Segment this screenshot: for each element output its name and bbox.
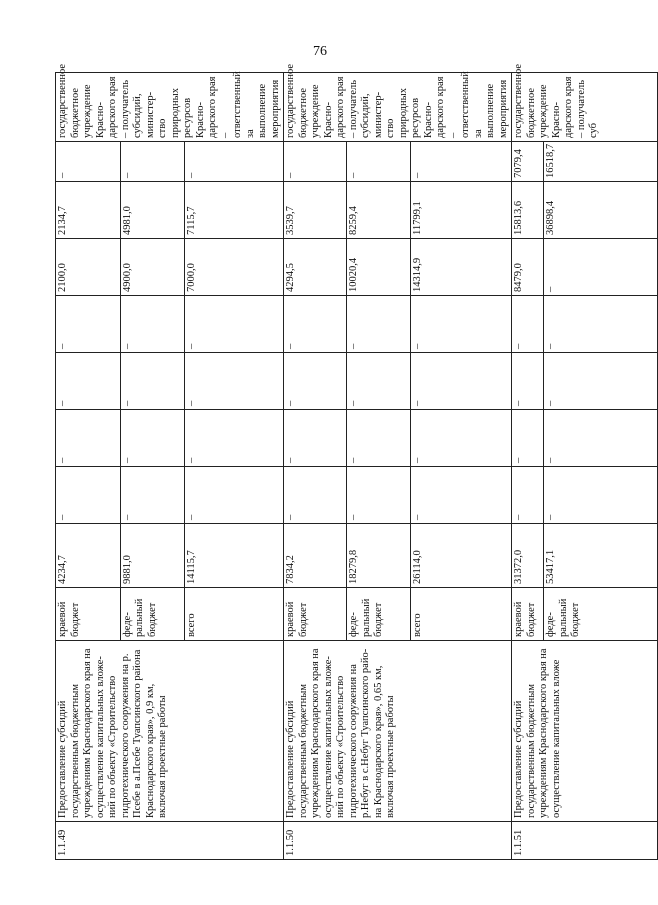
year-value: 7079,4 [512, 142, 544, 182]
responsible-party: государственное бюджетное учреждение Краснодарского края – получатель субсидий, министерство природных ресурсов Краснодарского края – ответственный за выполнение мероприятия [284, 73, 512, 142]
table-row [56, 73, 121, 860]
year-value: 2134,7 [56, 182, 121, 239]
year-value: – [184, 467, 283, 524]
year-value: – [184, 353, 283, 410]
funding-source: всего [410, 588, 511, 641]
total-value: 31372,0 [512, 524, 544, 588]
year-value: 36898,4 [544, 182, 658, 239]
year-value: – [184, 296, 283, 353]
year-value: – [512, 467, 544, 524]
year-value: – [120, 142, 184, 182]
table-row [512, 73, 544, 860]
row-description: Предоставление субсидий государственным бюджетным учреждениям Краснодарского края на осуществление капитальных вложений по объекту «Строительство гидротехнического сооружения на р.Небуг в с.Небуг Туапсинского района Краснодарского края», 0,65 км, включая проектные работы [284, 641, 512, 822]
year-value: – [410, 353, 511, 410]
year-value: – [512, 296, 544, 353]
row-description: Предоставление субсидий государственным бюджетным учреждениям Краснодарского края на осуществление капитальных вложе [512, 641, 658, 822]
row-description: Предоставление субсидий государственным бюджетным учреждениям Краснодарского края на осуществление капитальных вложений по объекту «Строительство гидротехнического сооружения на р. Псебе в а.Псебе Туапсинского района Краснодарского края», 0,9 км, включая проектные работы [56, 641, 284, 822]
total-value: 9881,0 [120, 524, 184, 588]
year-value: 4900,0 [120, 239, 184, 296]
total-value: 14115,7 [184, 524, 283, 588]
year-value: – [410, 467, 511, 524]
year-value: 2100,0 [56, 239, 121, 296]
year-value: 15813,6 [512, 182, 544, 239]
year-value: – [544, 467, 658, 524]
year-value: – [120, 467, 184, 524]
year-value: – [544, 353, 658, 410]
funding-source: всего [184, 588, 283, 641]
year-value: – [512, 353, 544, 410]
responsible-party: государственное бюджетное учреждение Краснодарского края – получатель субсидий, министерство природных ресурсов Краснодарского края – ответственный за выполнение мероприятия [56, 73, 284, 142]
document-table-area [55, 63, 599, 860]
year-value: – [56, 353, 121, 410]
budget-table [55, 63, 658, 860]
funding-source: краевой бюджет [56, 588, 121, 641]
year-value: – [56, 467, 121, 524]
row-number: 1.1.50 [284, 822, 512, 860]
year-value: – [284, 410, 347, 467]
year-value: – [347, 142, 410, 182]
year-value: – [56, 296, 121, 353]
responsible-party: государственное бюджетное учреждение Краснодарского края – получатель суб [512, 73, 658, 142]
year-value: – [410, 296, 511, 353]
year-value: – [284, 353, 347, 410]
year-value: 4981,0 [120, 182, 184, 239]
total-value: 4234,7 [56, 524, 121, 588]
year-value: 4294,5 [284, 239, 347, 296]
rotated-table [55, 63, 599, 860]
total-value: 53417,1 [544, 524, 658, 588]
year-value: – [347, 410, 410, 467]
year-value: – [120, 353, 184, 410]
row-number: 1.1.49 [56, 822, 284, 860]
year-value: – [284, 467, 347, 524]
year-value: – [284, 296, 347, 353]
year-value: – [120, 410, 184, 467]
row-number: 1.1.51 [512, 822, 658, 860]
year-value: 7115,7 [184, 182, 283, 239]
total-value: 7834,2 [284, 524, 347, 588]
year-value: – [544, 239, 658, 296]
year-value: – [56, 410, 121, 467]
year-value: – [284, 142, 347, 182]
funding-source: федеральный бюджет [347, 588, 410, 641]
year-value: 16518,7 [544, 142, 658, 182]
year-value: – [512, 410, 544, 467]
year-value: – [120, 296, 184, 353]
year-value: – [56, 142, 121, 182]
funding-source: краевой бюджет [512, 588, 544, 641]
year-value: 14314,9 [410, 239, 511, 296]
year-value: – [184, 142, 283, 182]
year-value: – [544, 296, 658, 353]
total-value: 26114,0 [410, 524, 511, 588]
funding-source: краевой бюджет [284, 588, 347, 641]
year-value: – [410, 142, 511, 182]
year-value: 8259,4 [347, 182, 410, 239]
year-value: 10020,4 [347, 239, 410, 296]
year-value: 11799,1 [410, 182, 511, 239]
year-value: 3539,7 [284, 182, 347, 239]
page-number: 76 [313, 44, 327, 59]
table-row [284, 73, 347, 860]
year-value: 8479,0 [512, 239, 544, 296]
funding-source: федеральный бюджет [544, 588, 658, 641]
year-value: – [544, 410, 658, 467]
year-value: – [184, 410, 283, 467]
total-value: 18279,8 [347, 524, 410, 588]
funding-source: федеральный бюджет [120, 588, 184, 641]
year-value: – [347, 467, 410, 524]
year-value: – [347, 296, 410, 353]
year-value: – [410, 410, 511, 467]
year-value: – [347, 353, 410, 410]
year-value: 7000,0 [184, 239, 283, 296]
